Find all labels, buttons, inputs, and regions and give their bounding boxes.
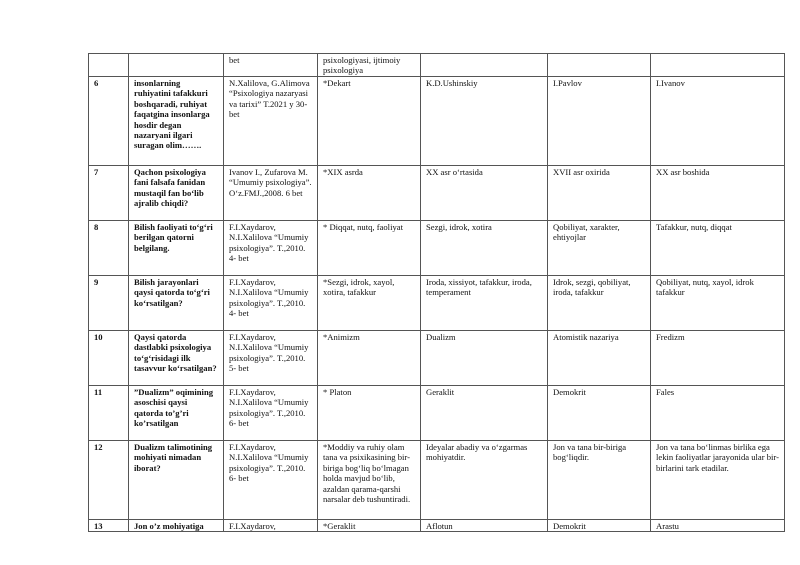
option-d-text: Arastu	[656, 521, 679, 531]
source-cell	[224, 221, 318, 276]
option-b-cell	[421, 221, 548, 276]
question-number-cell	[89, 77, 129, 166]
option-b-cell	[421, 386, 548, 441]
correct-answer-cell	[318, 520, 421, 532]
question-text: Dualizm talimotining mohiyati nimadan iborat?	[134, 442, 213, 473]
table-row	[89, 221, 785, 276]
question-number-cell	[89, 221, 129, 276]
question-cell	[129, 441, 224, 520]
option-c-text: I.Pavlov	[553, 78, 582, 88]
correct-answer-text: *XIX asrda	[323, 167, 363, 177]
option-b-cell	[421, 77, 548, 166]
option-c-text: Atomistik nazariya	[553, 332, 619, 342]
table-row	[89, 276, 785, 331]
option-b-text: Geraklit	[426, 387, 455, 397]
source-text: F.I.Xaydarov, N.I.Xalilova “Umumiy psixologiya”. T.,2010. 6- bet	[229, 442, 309, 484]
option-b-text: Dualizm	[426, 332, 456, 342]
option-d-text: I.Ivanov	[656, 78, 685, 88]
question-number-cell	[89, 54, 129, 77]
question-cell	[129, 77, 224, 166]
correct-answer-text: *Geraklit	[323, 521, 356, 531]
option-c-cell	[548, 520, 651, 532]
question-cell	[129, 331, 224, 386]
source-text: F.I.Xaydarov, N.I.Xalilova “Umumiy psixologiya”. T.,2010. 4- bet	[229, 222, 309, 264]
option-b-cell	[421, 441, 548, 520]
option-d-text: Tafakkur, nutq, diqqat	[656, 222, 732, 232]
correct-answer-text: *Dekart	[323, 78, 351, 88]
option-c-cell	[548, 221, 651, 276]
source-cell	[224, 386, 318, 441]
option-d-cell	[651, 54, 785, 77]
question-number: 11	[94, 387, 103, 397]
question-number-cell	[89, 166, 129, 221]
option-c-cell	[548, 166, 651, 221]
question-number-cell	[89, 331, 129, 386]
correct-answer-cell	[318, 77, 421, 166]
option-b-text: Aflotun	[426, 521, 453, 531]
question-text: Bilish jarayonlari qaysi qatorda to‘g‘ri ko‘rsatilgan?	[134, 277, 210, 308]
source-cell	[224, 441, 318, 520]
source-text: F.I.Xaydarov,	[229, 521, 276, 531]
table-row	[89, 520, 785, 532]
option-b-cell	[421, 520, 548, 532]
correct-answer-cell	[318, 166, 421, 221]
question-number: 9	[94, 277, 99, 287]
question-text: Bilish faoliyati to‘g‘ri berilgan qatorni belgilang.	[134, 222, 213, 253]
option-d-text: Fredizm	[656, 332, 685, 342]
option-c-text: Qobiliyat, xarakter, ehtiyojlar	[553, 222, 620, 243]
option-d-cell	[651, 441, 785, 520]
question-number-cell	[89, 276, 129, 331]
option-d-text: XX asr boshida	[656, 167, 710, 177]
source-text: F.I.Xaydarov, N.I.Xalilova “Umumiy psixologiya”. T.,2010. 4- bet	[229, 277, 309, 319]
option-d-cell	[651, 221, 785, 276]
option-c-text: Idrok, sezgi, qobiliyat, iroda, tafakkur	[553, 277, 631, 298]
source-cell	[224, 331, 318, 386]
correct-answer-cell	[318, 441, 421, 520]
source-text: bet	[229, 55, 240, 65]
option-d-cell	[651, 276, 785, 331]
correct-answer-text: *Animizm	[323, 332, 360, 342]
table-row	[89, 441, 785, 520]
option-d-text: Qobiliyat, nutq, xayol, idrok tafakkur	[656, 277, 754, 298]
option-b-cell	[421, 166, 548, 221]
question-cell	[129, 221, 224, 276]
correct-answer-text: *Moddiy va ruhiy olam tana va psixikasining bir-biriga bog‘liq bo‘lmagan holda mavjud bo‘lib, azaldan qarama-qarshi narsalar deb tushuntiradi.	[323, 442, 411, 505]
question-text: Qachon psixologiya fani falsafa fanidan mustaqil fan bo‘lib ajralib chiqdi?	[134, 167, 206, 209]
correct-answer-cell	[318, 331, 421, 386]
question-cell	[129, 386, 224, 441]
source-text: F.I.Xaydarov, N.I.Xalilova “Umumiy psixologiya”. T.,2010. 6- bet	[229, 387, 309, 429]
source-cell	[224, 54, 318, 77]
source-cell	[224, 77, 318, 166]
option-c-cell	[548, 386, 651, 441]
option-c-cell	[548, 441, 651, 520]
question-text: Qaysi qatorda dastlabki psixologiya to‘g‘risidagi ilk tasavvur ko‘rsatilgan?	[134, 332, 217, 374]
option-d-cell	[651, 77, 785, 166]
source-text: F.I.Xaydarov, N.I.Xalilova “Umumiy psixologiya”. T.,2010. 5- bet	[229, 332, 309, 374]
question-number: 13	[94, 521, 103, 531]
option-d-cell	[651, 520, 785, 532]
source-cell	[224, 166, 318, 221]
table-row	[89, 386, 785, 441]
option-c-text: XVII asr oxirida	[553, 167, 610, 177]
question-number-cell	[89, 441, 129, 520]
option-c-text: Jon va tana bir-biriga bog‘liqdir.	[553, 442, 627, 463]
test-questions-table	[88, 53, 785, 532]
source-text: N.Xalilova, G.Alimova “Psixologiya nazaryasi va tarixi” T.2021 y 30-bet	[229, 78, 310, 120]
option-c-text: Demokrit	[553, 521, 586, 531]
option-c-cell	[548, 331, 651, 386]
option-d-cell	[651, 331, 785, 386]
option-b-cell	[421, 331, 548, 386]
question-text: insonlarning ruhiyatini tafakkuri boshqaradi, ruhiyat faqatgina insonlarga hosdir degan nazaryani ilgari suragan olim…….	[134, 78, 210, 151]
correct-answer-text: * Platon	[323, 387, 352, 397]
correct-answer-text: * Diqqat, nutq, faoliyat	[323, 222, 403, 232]
question-cell	[129, 166, 224, 221]
question-text: Jon o’z mohiyatiga	[134, 521, 204, 531]
option-b-text: Sezgi, idrok, xotira	[426, 222, 492, 232]
option-d-cell	[651, 386, 785, 441]
source-text: Ivanov I., Zufarova M. “Umumiy psixologiya”. O‘z.FMJ.,2008. 6 bet	[229, 167, 312, 198]
option-b-cell	[421, 276, 548, 331]
option-c-cell	[548, 54, 651, 77]
option-c-text: Demokrit	[553, 387, 586, 397]
question-number-cell	[89, 386, 129, 441]
question-cell	[129, 520, 224, 532]
question-number: 6	[94, 78, 99, 88]
option-b-cell	[421, 54, 548, 77]
question-cell	[129, 276, 224, 331]
table-row	[89, 166, 785, 221]
option-b-text: Iroda, xissiyot, tafakkur, iroda, temperament	[426, 277, 532, 298]
correct-answer-cell	[318, 386, 421, 441]
option-b-text: XX asr o‘rtasida	[426, 167, 483, 177]
correct-answer-text: *Sezgi, idrok, xayol, xotira, tafakkur	[323, 277, 395, 298]
table-row	[89, 54, 785, 77]
option-c-cell	[548, 77, 651, 166]
question-number-cell	[89, 520, 129, 532]
option-b-text: Ideyalar abadiy va o‘zgarmas mohiyatdir.	[426, 442, 528, 463]
option-b-text: K.D.Ushinskiy	[426, 78, 478, 88]
option-d-cell	[651, 166, 785, 221]
correct-answer-cell	[318, 54, 421, 77]
table-row	[89, 77, 785, 166]
table-row	[89, 331, 785, 386]
source-cell	[224, 276, 318, 331]
question-number: 8	[94, 222, 99, 232]
option-c-cell	[548, 276, 651, 331]
question-text: ”Dualizm” oqimining asoschisi qaysi qatorda to’g’ri ko’rsatilgan	[134, 387, 214, 429]
question-number: 10	[94, 332, 103, 342]
correct-answer-cell	[318, 276, 421, 331]
source-cell	[224, 520, 318, 532]
option-d-text: Jon va tana bo‘linmas birlika ega lekin faoliyatlar jarayonida ular bir-birlarini tark etadilar.	[656, 442, 779, 473]
question-number: 12	[94, 442, 103, 452]
question-cell	[129, 54, 224, 77]
correct-answer-text: psixologiyasi, ijtimoiy psixologiya	[323, 55, 401, 76]
correct-answer-cell	[318, 221, 421, 276]
question-number: 7	[94, 167, 99, 177]
option-d-text: Fales	[656, 387, 675, 397]
